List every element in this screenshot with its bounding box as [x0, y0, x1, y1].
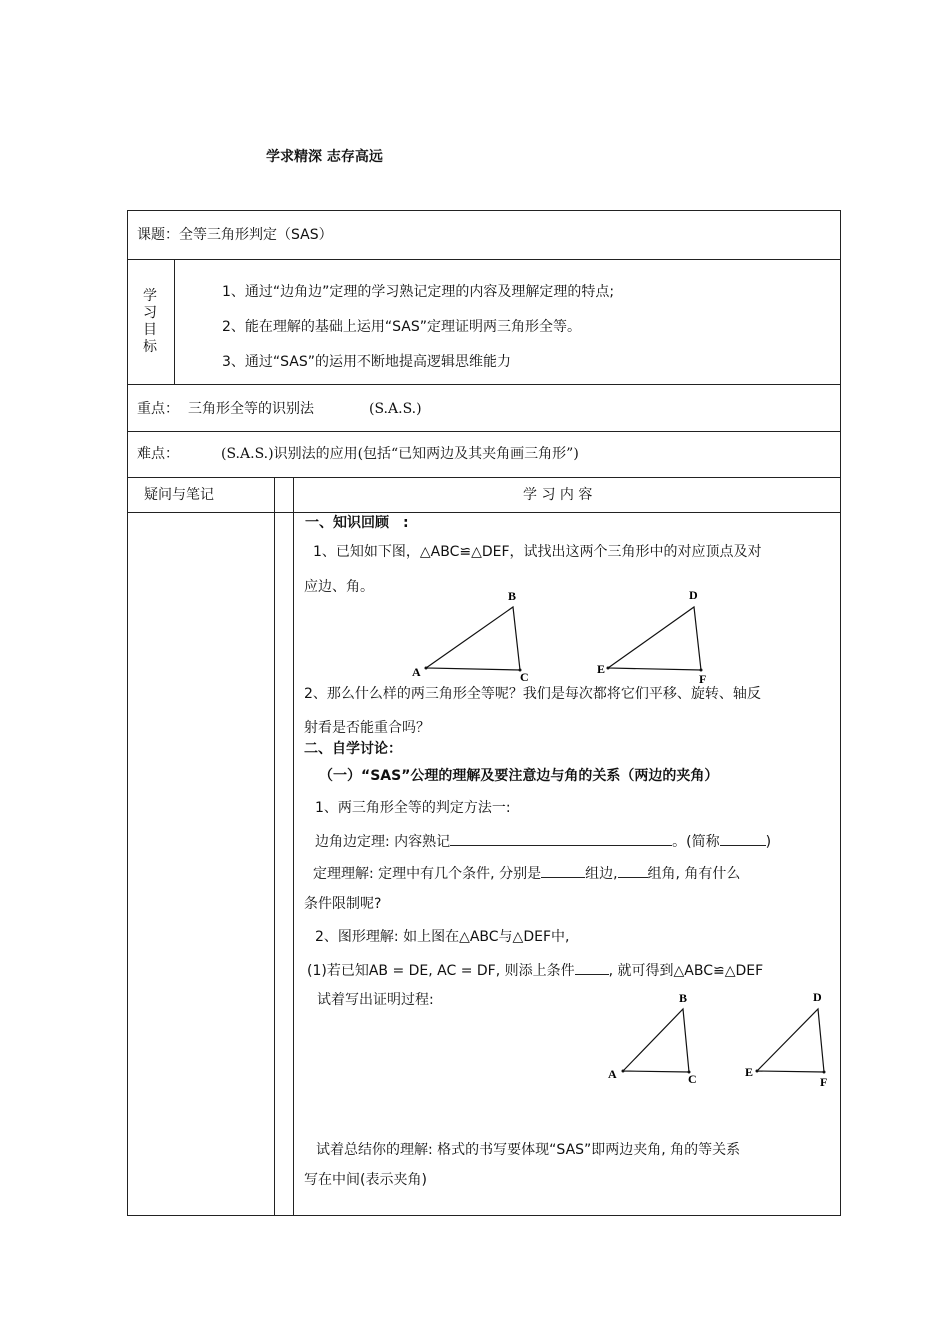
vertex-label: B	[508, 589, 517, 603]
vertex-label: A	[608, 1067, 617, 1081]
content-column-header: 学 习 内 容	[523, 487, 593, 503]
vertex-label: B	[679, 991, 688, 1005]
key-point-label: 重点：	[137, 401, 179, 417]
triangle-def-2	[757, 1009, 824, 1072]
difficult-point-label: 难点：	[137, 446, 179, 462]
vertex-label: E	[745, 1065, 754, 1079]
objectives-label-char: 目	[143, 322, 157, 338]
proof-prompt: 试着写出证明过程:	[317, 992, 434, 1008]
theorem-end: )	[765, 834, 772, 850]
objectives-label-char: 习	[143, 305, 157, 321]
summary-line-2: 写在中间(表示夹角)	[304, 1172, 427, 1188]
condition-fill-line	[307, 962, 763, 978]
theorem-mid: 。(简称	[672, 834, 720, 850]
theorem-prefix: 边角边定理: 内容熟记	[315, 834, 451, 850]
triangle-def	[608, 607, 701, 670]
objectives-label-char: 标	[143, 339, 157, 355]
notes-column-header: 疑问与笔记	[144, 487, 214, 503]
summary-line-1: 试着总结你的理解: 格式的书写要体现“SAS”即两边夹角, 角的等关系	[316, 1142, 741, 1158]
understand-prefix: 定理理解: 定理中有几个条件, 分别是	[313, 866, 542, 882]
understand-mid-2: 组角, 角有什么	[647, 866, 741, 882]
vertex-label: C	[688, 1072, 697, 1086]
objective-item: 2、能在理解的基础上运用“SAS”定理证明两三角形全等。	[222, 319, 582, 335]
question-2-line-2: 射看是否能重合吗？	[304, 720, 430, 736]
theorem-abbr-blank[interactable]	[720, 833, 766, 846]
section-title-colon: :	[403, 515, 409, 531]
objective-item: 3、通过“SAS”的运用不断地提高逻辑思维能力	[222, 354, 512, 370]
objectives-label-char: 学	[143, 288, 157, 304]
method-one-line: 1、两三角形全等的判定方法一:	[315, 800, 511, 816]
section-knowledge-review-title: 一、知识回顾	[305, 515, 389, 531]
understand-mid-1: 组边,	[585, 866, 618, 882]
key-point-abbr: (S.A.S.)	[369, 401, 422, 417]
key-point-text: 三角形全等的识别法	[188, 401, 314, 417]
objective-item: 1、通过“边角边”定理的学习熟记定理的内容及理解定理的特点;	[222, 284, 615, 300]
vertex-label: A	[412, 665, 421, 679]
subsection-sas-title: （一）“SAS”公理的理解及要注意边与角的关系（两边的夹角）	[319, 768, 719, 784]
triangle-abc	[426, 607, 520, 670]
vertex-label: E	[597, 662, 606, 676]
difficult-point-text: (S.A.S.)识别法的应用(包括“已知两边及其夹角画三角形”)	[221, 446, 579, 462]
vertex-label: C	[520, 670, 529, 684]
question-1-line-2: 应边、角。	[304, 579, 374, 595]
lesson-topic: 课题：全等三角形判定（SAS）	[137, 227, 333, 243]
understand-line-2: 条件限制呢?	[304, 896, 382, 912]
triangle-abc-2	[623, 1009, 689, 1072]
page-motto: 学求精深 志存高远	[266, 149, 383, 165]
question-1-line-1: 1、已知如下图，△ABC≌△DEF，试找出这两个三角形中的对应顶点及对	[313, 544, 762, 560]
vertex-label: F	[820, 1075, 828, 1089]
question-2-line-1: 2、那么什么样的两三角形全等呢？我们是每次都将它们平移、旋转、轴反	[304, 686, 761, 702]
condition-suffix: , 就可得到△ABC≌△DEF	[608, 963, 764, 979]
angles-count-blank[interactable]	[618, 865, 648, 878]
vertex-label: D	[689, 588, 698, 602]
sides-count-blank[interactable]	[541, 865, 585, 878]
graph-understanding-line: 2、图形理解: 如上图在△ABC与△DEF中,	[315, 929, 570, 945]
understand-fill-line	[313, 865, 740, 881]
condition-prefix: (1)若已知AB = DE, AC = DF, 则添上条件	[307, 963, 575, 979]
vertex-label: D	[813, 990, 822, 1004]
section-self-study-title: 二、自学讨论：	[304, 741, 402, 757]
condition-blank[interactable]	[575, 962, 609, 975]
vertex-label: F	[699, 672, 707, 686]
theorem-fill-line	[315, 833, 771, 849]
theorem-content-blank[interactable]	[450, 833, 672, 846]
